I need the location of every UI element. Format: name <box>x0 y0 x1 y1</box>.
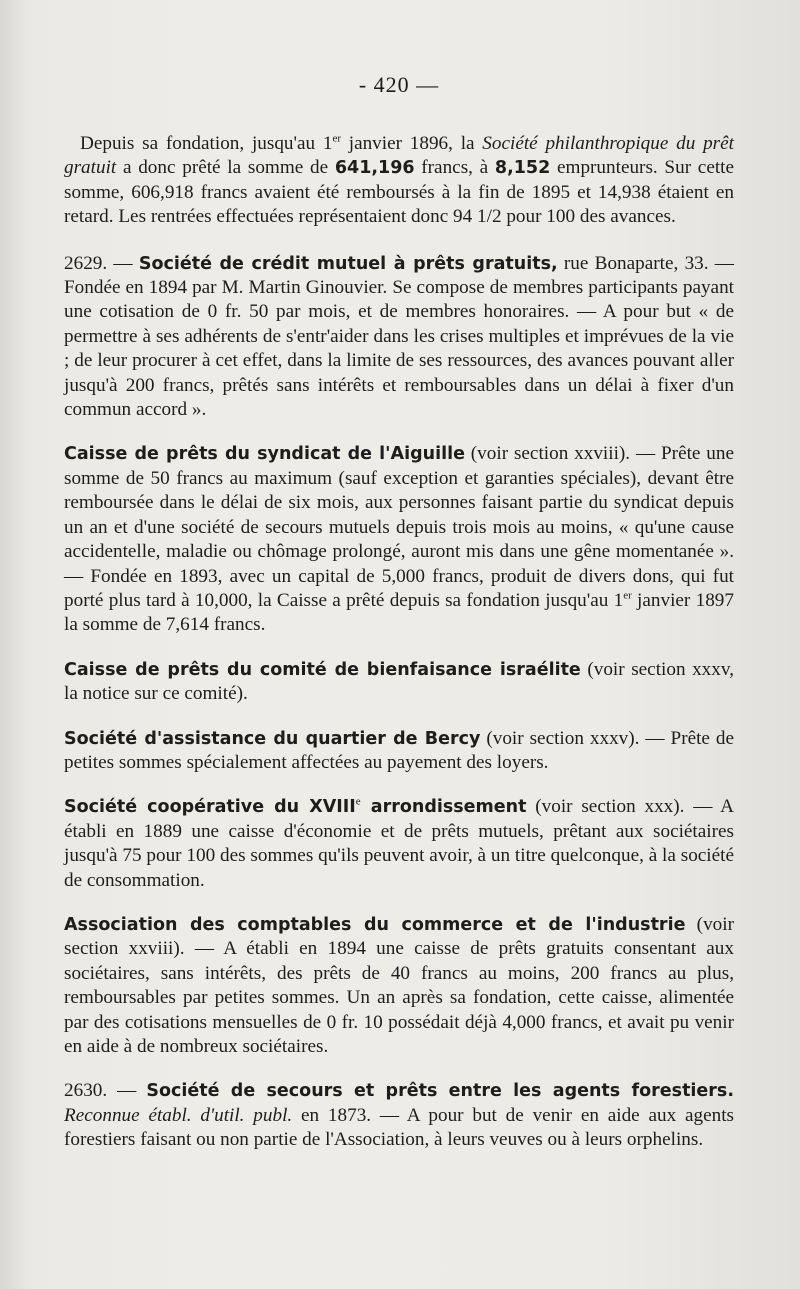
p1-bold-borrowers: 8,152 <box>494 158 551 179</box>
p1-superscript: er <box>332 132 341 145</box>
p1-text-5: emprunteurs. Sur cette somme, 606,918 francs avaient été remboursés à la fin de 1895 et 14,938 étaient en retard. Les rentrées effectuées représentaient donc 94 1/2 pour 100 des avances. <box>64 157 735 228</box>
p3-ref: (voir section xxviii). <box>464 443 631 465</box>
p3-superscript: er <box>623 589 632 602</box>
paragraph-societe-philanthropique <box>64 132 734 230</box>
paragraph-cooperative-xviii <box>64 795 734 893</box>
p7-heading: Association des comptables du commerce et de l'industrie <box>64 914 686 935</box>
paragraph-caisse-israelite <box>64 658 734 707</box>
entry-number-2630: 2630. <box>64 1080 108 1102</box>
p2-dash: — <box>107 252 139 274</box>
p2-body: rue Bonaparte, 33. — Fondée en 1894 par M. Martin Ginouvier. Se compose de membres participants payant une cotisation de 0 fr. 50 par mois, et de membres honoraires. — A pour but « de permettre à ses adhérents de s'entr'aider dans les crises multiples et imprévues de la vie ; de leur procurer à cet effet, dans la limite de ses ressources, des avances pouvant aller jusqu'à 200 francs, prêtés sans intérêts et remboursables dans un délai à fixer d'un commun accord ». <box>64 252 734 421</box>
paragraph-caisse-aiguille <box>64 442 734 637</box>
paragraph-2629 <box>64 252 734 423</box>
p4-body: (voir section xxxv, la notice sur ce comité). <box>64 658 735 705</box>
p1-text-3: a donc prêté la somme de <box>116 157 335 179</box>
p6-superscript: e <box>355 795 361 808</box>
p6-heading-2: arrondissement <box>360 797 527 818</box>
p8-italic: Reconnue établ. d'util. publ. <box>64 1104 293 1126</box>
p3-heading: Caisse de prêts du syndicat de l'Aiguille <box>64 444 465 465</box>
p1-text-4: francs, à <box>414 157 495 179</box>
paragraph-bercy <box>64 727 734 776</box>
entry-number-2629: 2629. <box>64 252 108 274</box>
p6-body: (voir section xxx). — A établi en 1889 une caisse d'économie et de prêts mutuels, prêtant aux sociétaires jusqu'à 75 pour 100 des sommes qu'ils peuvent avoir, à un titre quelconque, à la société de consommation. <box>64 796 734 891</box>
p1-bold-amount: 641,196 <box>334 158 415 179</box>
p1-text-2: janvier 1896, la <box>340 133 483 154</box>
p2-heading: Société de crédit mutuel à prêts gratuits, <box>138 253 558 274</box>
p1-text-1: Depuis sa fondation, jusqu'au 1 <box>80 133 333 154</box>
p3-body-2: janvier 1897 la somme de 7,614 francs. <box>64 589 734 636</box>
page-number: - 420 — <box>358 72 440 97</box>
p5-body: (voir section xxxv). — Prête de petites sommes spécialement affectées au payement des loyers. <box>64 727 734 773</box>
paragraph-comptables <box>64 913 734 1059</box>
p8-body: en 1873. — A pour but de venir en aide aux agents forestiers faisant ou non partie de l'Association, à leurs veuves ou à leurs orphelins. <box>64 1104 734 1151</box>
p5-heading: Société d'assistance du quartier de Bercy <box>64 728 481 749</box>
paragraph-2630 <box>64 1079 734 1152</box>
p8-heading: Société de secours et prêts entre les agents forestiers. <box>146 1081 734 1102</box>
p1-italic-society-name: Société philanthropique du prêt gratuit <box>64 133 734 179</box>
p8-dash: — <box>107 1080 147 1102</box>
p3-body-1: — Prête une somme de 50 francs au maximum (sauf exception et garanties spéciales), devant être remboursée dans le délai de six mois, aux personnes faisant partie du syndicat depuis un an et d'une société de secours mutuels depuis trois mois au moins, « qu'une cause accidentelle, maladie ou chômage prolongé, auront mis dans une gêne momentanée ». — Fondée en 1893, avec un capital de 5,000 francs, produit de divers dons, qui fut porté plus tard à 10,000, la Caisse a prêté depuis sa fondation jusqu'au 1 <box>64 443 734 611</box>
p6-heading: Société coopérative du XVIII <box>64 797 356 818</box>
p7-body: (voir section xxviii). — A établi en 1894 une caisse de prêts gratuits consentant aux sociétaires, sans intérêts, des prêts de 40 francs au moins, 200 francs au plus, remboursables par petites sommes. Un an après sa fondation, cette caisse, alimentée par des cotisations mensuelles de 0 fr. 10 possédait déjà 4,000 francs, et avait pu venir en aide à de nombreux sociétaires. <box>64 913 734 1057</box>
p4-heading: Caisse de prêts du comité de bienfaisance israélite <box>64 659 581 680</box>
